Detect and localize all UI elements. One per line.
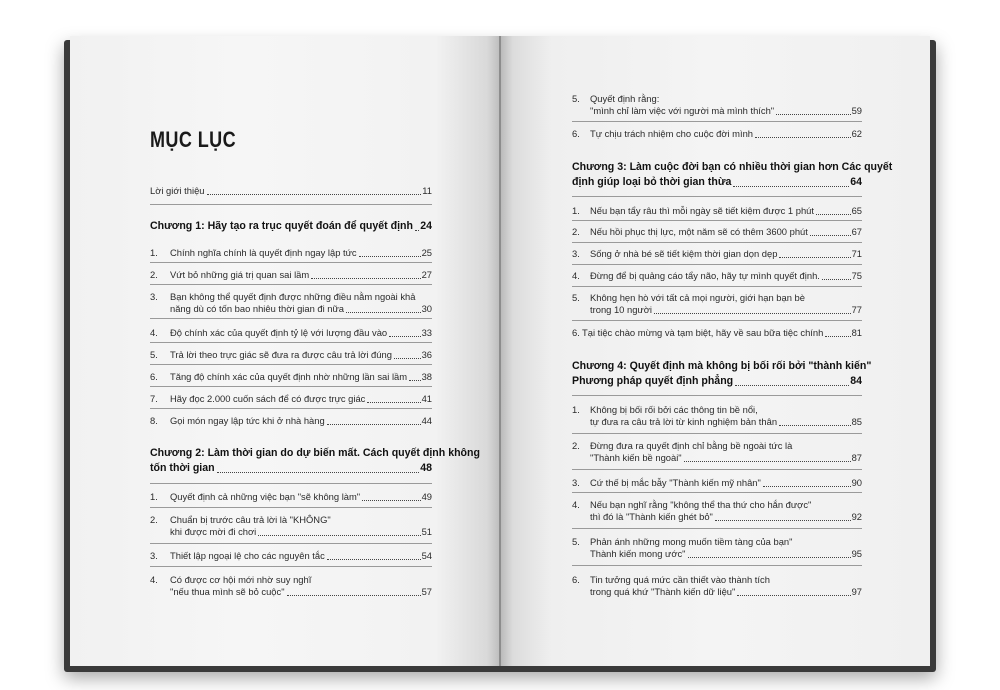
list-item [150, 290, 432, 316]
item-page: 36 [421, 349, 432, 360]
list-item [150, 513, 432, 539]
chapter-1-page: 24 [420, 220, 432, 232]
item-text: Chuẩn bị trước câu trả lời là "KHÔNG" [170, 514, 331, 525]
item-number: 6. [572, 327, 580, 338]
item-page: 87 [851, 452, 862, 463]
list-item [150, 414, 432, 428]
item-number: 3. [572, 248, 580, 259]
item-page: 97 [851, 586, 862, 597]
chapter-4-title: Chương 4: Quyết định mà không bị bối rối bởi "thành kiến" [572, 360, 872, 372]
item-page: 27 [421, 269, 432, 280]
list-item [572, 476, 862, 490]
item-text-cont: trong quá khứ "Thành kiến dữ liệu" [590, 586, 736, 597]
item-text-cont: thì đó là "Thành kiến ghét bỏ" [590, 511, 713, 522]
item-number: 5. [572, 536, 580, 547]
item-number: 6. [150, 371, 158, 382]
chapter-4-title-cont: Phương pháp quyết định phẳng [572, 375, 734, 387]
divider [572, 121, 862, 122]
list-item [572, 439, 862, 465]
chapter-3-title-cont: định giúp loại bỏ thời gian thừa [572, 176, 732, 188]
item-number: 8. [150, 415, 158, 426]
item-page: 38 [421, 371, 432, 382]
list-item [572, 204, 862, 218]
item-text: Đừng đưa ra quyết định chỉ bằng bề ngoài tức là [590, 440, 793, 451]
item-text: Vứt bỏ những giá trị quan sai lầm [170, 269, 310, 280]
chapter-4-page: 84 [850, 375, 862, 387]
item-page: 62 [851, 128, 862, 139]
divider [572, 242, 862, 243]
item-text: Nếu bạn nghĩ rằng "không thể tha thứ cho hắn được" [590, 499, 812, 510]
item-text: Không bị bối rối bởi các thông tin bề nổi, [590, 404, 758, 415]
toc-intro-page: 11 [422, 185, 432, 196]
item-text-cont: khi được mời đi chơi [170, 526, 257, 537]
chapter-2-title-cont: tốn thời gian [150, 462, 215, 474]
item-text-cont: "nếu thua mình sẽ bỏ cuộc" [170, 586, 285, 597]
item-page: 65 [851, 205, 862, 216]
item-page: 95 [851, 548, 862, 559]
item-text-cont: trong 10 người [590, 304, 652, 315]
list-item [150, 490, 432, 504]
item-number: 3. [572, 477, 580, 488]
page-title: MỤC LỤC [150, 127, 237, 152]
item-page: 85 [851, 416, 862, 427]
divider [150, 483, 432, 484]
list-item [572, 326, 862, 340]
item-number: 4. [572, 270, 580, 281]
item-text: Đừng để bị quảng cáo tẩy não, hãy tự mình quyết định. [590, 270, 820, 281]
divider [150, 204, 432, 205]
toc-intro-text: Lời giới thiệu [150, 185, 205, 196]
list-item [572, 269, 862, 283]
divider [150, 507, 432, 508]
item-number: 3. [150, 550, 158, 561]
item-number: 5. [572, 292, 580, 303]
item-page: 57 [421, 586, 432, 597]
item-page: 30 [421, 303, 432, 314]
item-page: 54 [421, 550, 432, 561]
item-number: 7. [150, 393, 158, 404]
divider [572, 220, 862, 221]
item-page: 81 [851, 327, 862, 338]
chapter-2-title: Chương 2: Làm thời gian do dự biến mất. Cách quyết định không [150, 447, 480, 459]
list-item [572, 498, 862, 524]
list-item [150, 392, 432, 406]
item-text: Tin tưởng quá mức cần thiết vào thành tích [590, 574, 770, 585]
item-number: 1. [572, 404, 580, 415]
item-text: Độ chính xác của quyết định tỷ lệ với lượng đầu vào [170, 327, 388, 338]
item-page: 71 [851, 248, 862, 259]
item-text: Gọi món ngay lập tức khi ở nhà hàng [170, 415, 325, 426]
list-item [572, 127, 862, 141]
item-page: 90 [851, 477, 862, 488]
divider [150, 386, 432, 387]
divider [150, 364, 432, 365]
item-number: 1. [150, 247, 158, 258]
item-text: Sống ở nhà bé sẽ tiết kiệm thời gian dọn dẹp [590, 248, 778, 259]
item-text: Quyết định cả những việc bạn "sẽ không làm" [170, 491, 361, 502]
divider [572, 492, 862, 493]
chapter-1-title: Chương 1: Hãy tạo ra trục quyết đoán để quyết định [150, 220, 414, 232]
item-text: Hãy đọc 2.000 cuốn sách để có được trực giác [170, 393, 366, 404]
item-text: Quyết định rằng: [590, 93, 660, 104]
item-page: 92 [851, 511, 862, 522]
chapter-2-heading [150, 446, 480, 476]
chapter-1-heading [150, 219, 432, 234]
list-item [150, 573, 432, 599]
item-text-cont: tự đưa ra câu trả lời từ kinh nghiệm bản thân [590, 416, 778, 427]
item-text: Không hẹn hò với tất cả mọi người, giới hạn bạn bè [590, 292, 805, 303]
divider [572, 395, 862, 396]
list-item [150, 246, 432, 260]
book-spine [499, 36, 501, 666]
item-text: Có được cơ hội mới nhờ suy nghĩ [170, 574, 312, 585]
list-item [572, 92, 862, 118]
divider [150, 342, 432, 343]
divider [150, 566, 432, 567]
list-item [572, 535, 862, 561]
item-text: Tại tiệc chào mừng và tạm biệt, hãy về sau bữa tiệc chính [582, 327, 824, 338]
divider [150, 284, 432, 285]
list-item [572, 247, 862, 261]
item-text: Trả lời theo trực giác sẽ đưa ra được câu trả lời đúng [170, 349, 392, 360]
chapter-4-heading [572, 359, 872, 389]
list-item [150, 348, 432, 362]
item-text-cont: "Thành kiến bề ngoài" [590, 452, 682, 463]
item-page: 51 [421, 526, 432, 537]
item-number: 6. [572, 128, 580, 139]
list-item [572, 573, 862, 599]
item-page: 33 [421, 327, 432, 338]
list-item [150, 549, 432, 563]
list-item [572, 403, 862, 429]
item-text-cont: năng dù có tốn bao nhiêu thời gian đi nữa [170, 303, 345, 314]
list-item [150, 268, 432, 282]
divider [150, 408, 432, 409]
item-number: 3. [150, 291, 158, 302]
item-number: 5. [572, 93, 580, 104]
chapter-3-heading [572, 160, 893, 190]
list-item [150, 370, 432, 384]
item-text-cont: "mình chỉ làm việc với người mà mình thích" [590, 105, 775, 116]
list-item [572, 225, 862, 239]
divider [150, 543, 432, 544]
divider [572, 469, 862, 470]
divider [150, 318, 432, 319]
divider [150, 262, 432, 263]
chapter-3-title: Chương 3: Làm cuộc đời bạn có nhiều thời gian hơn Các quyết [572, 161, 893, 173]
item-number: 2. [572, 226, 580, 237]
chapter-3-page: 64 [850, 176, 862, 188]
item-number: 5. [150, 349, 158, 360]
item-number: 1. [150, 491, 158, 502]
item-text: Tự chịu trách nhiệm cho cuộc đời mình [590, 128, 754, 139]
divider [572, 433, 862, 434]
item-text: Chính nghĩa chính là quyết định ngay lập tức [170, 247, 357, 258]
list-item [572, 291, 862, 317]
item-text: Nếu bạn tẩy râu thì mỗi ngày sẽ tiết kiệm được 1 phút [590, 205, 814, 216]
item-text: Cứ thế bị mắc bẫy "Thành kiến mỹ nhân" [590, 477, 761, 488]
item-text: Thiết lập ngoại lệ cho các nguyên tắc [170, 550, 325, 561]
item-number: 2. [150, 269, 158, 280]
list-item [150, 326, 432, 340]
item-text-cont: Thành kiến mong ước" [590, 548, 686, 559]
item-number: 4. [150, 327, 158, 338]
chapter-2-page: 48 [420, 462, 432, 474]
item-number: 1. [572, 205, 580, 216]
item-number: 6. [572, 574, 580, 585]
item-page: 49 [421, 491, 432, 502]
divider [572, 320, 862, 321]
item-text: Phản ánh những mong muốn tiềm tàng của bạn" [590, 536, 793, 547]
divider [572, 528, 862, 529]
divider [572, 264, 862, 265]
item-text: Tăng độ chính xác của quyết định nhờ những lần sai lầm [170, 371, 408, 382]
item-text: Bạn không thể quyết định được những điều nằm ngoài khả [170, 291, 416, 302]
divider [572, 286, 862, 287]
item-number: 2. [150, 514, 158, 525]
item-number: 2. [572, 440, 580, 451]
item-page: 75 [851, 270, 862, 281]
item-number: 4. [150, 574, 158, 585]
divider [572, 196, 862, 197]
item-page: 25 [421, 247, 432, 258]
item-page: 77 [851, 304, 862, 315]
item-page: 41 [421, 393, 432, 404]
item-page: 59 [851, 105, 862, 116]
item-number: 4. [572, 499, 580, 510]
divider [572, 565, 862, 566]
item-text: Nếu hồi phục thị lực, một năm sẽ có thêm 3600 phút [590, 226, 808, 237]
item-page: 67 [851, 226, 862, 237]
item-page: 44 [421, 415, 432, 426]
